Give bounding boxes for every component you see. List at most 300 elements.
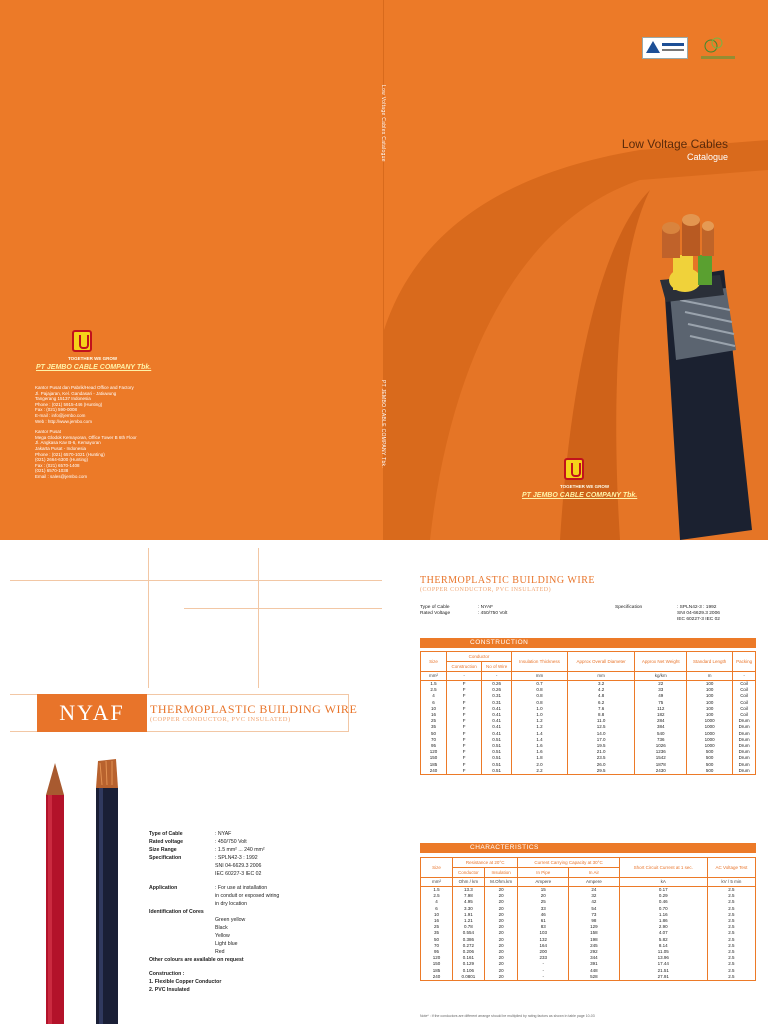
table-cell: 0.51 bbox=[482, 768, 512, 775]
table-cell: 25 bbox=[518, 899, 569, 905]
table-cell: 0.129 bbox=[453, 961, 485, 967]
table-cell: 21.51 bbox=[619, 968, 707, 974]
col-header: Conductor bbox=[453, 868, 485, 878]
spec-key: Size Range bbox=[149, 847, 177, 853]
spec-row bbox=[149, 892, 279, 900]
table-cell: 0.26 bbox=[482, 681, 512, 688]
col-header: Insulation bbox=[484, 868, 518, 878]
table-cell: 1000 bbox=[687, 737, 733, 743]
table-cell: 185 bbox=[421, 968, 453, 974]
cover-subtitle: Catalogue bbox=[686, 152, 728, 162]
table-cell: 20 bbox=[484, 930, 518, 936]
table-cell: 1.5 bbox=[421, 681, 447, 688]
table-cell: 17.44 bbox=[619, 961, 707, 967]
table-cell: Coil bbox=[733, 712, 756, 718]
unit-cell: Ampere bbox=[518, 878, 569, 887]
table-cell: 13.3 bbox=[453, 887, 485, 894]
table-cell: 0.386 bbox=[453, 937, 485, 943]
address-line: Mega Glodok Kemayoran, Office Tower B 6th Floor bbox=[35, 434, 137, 440]
table-cell: 1.16 bbox=[619, 912, 707, 918]
table-cell: 233 bbox=[518, 955, 569, 961]
table-cell: 2.5 bbox=[421, 687, 447, 693]
table-cell: 50 bbox=[421, 731, 447, 737]
table-cell: 1.2 bbox=[512, 718, 568, 724]
table-cell: 4.8 bbox=[567, 693, 634, 699]
table-cell: 0.51 bbox=[482, 737, 512, 743]
table-cell: 0.272 bbox=[453, 943, 485, 949]
construction-table-body bbox=[421, 672, 756, 775]
table-cell: 23.5 bbox=[567, 755, 634, 761]
table-cell: F bbox=[447, 762, 482, 768]
table-cell: 4.2 bbox=[567, 687, 634, 693]
col-header: Current Carrying Capacity at 30°C bbox=[518, 858, 619, 868]
table-cell: 1.6 bbox=[512, 749, 568, 755]
table-cell: 2.5 bbox=[421, 893, 453, 899]
spine-company: PT JEMBO CABLE COMPANY Tbk. bbox=[380, 380, 386, 469]
table-cell: 4 bbox=[421, 899, 453, 905]
spec-value: : SPLN42-3 : 1992 bbox=[215, 855, 258, 861]
table-cell: 344 bbox=[569, 955, 620, 961]
table-cell: 10 bbox=[421, 706, 447, 712]
spec-row bbox=[149, 908, 279, 916]
table-cell: 49 bbox=[635, 693, 687, 699]
table-cell: 0.41 bbox=[482, 718, 512, 724]
construction-table bbox=[420, 651, 756, 775]
table-cell: 0.41 bbox=[482, 724, 512, 730]
address-line: E-mail : info@jembo.com bbox=[35, 412, 86, 418]
table-cell: 75 bbox=[635, 700, 687, 706]
table-cell: 0.106 bbox=[453, 968, 485, 974]
unit-cell: Ohm / km bbox=[453, 878, 485, 887]
info-value: : 450/750 Volt bbox=[478, 611, 508, 616]
table-cell: 16 bbox=[421, 712, 447, 718]
table-cell: 158 bbox=[569, 930, 620, 936]
table-cell: F bbox=[447, 731, 482, 737]
table-cell: 2.5 bbox=[707, 887, 755, 894]
col-header: Insulation Thickness bbox=[512, 652, 568, 672]
table-cell: 1236 bbox=[635, 749, 687, 755]
table-cell: 500 bbox=[687, 768, 733, 775]
table-cell: - bbox=[518, 961, 569, 967]
table-cell: 0.29 bbox=[619, 893, 707, 899]
spec-value: : 450/750 Volt bbox=[215, 839, 247, 845]
table-cell: 20 bbox=[484, 974, 518, 981]
table-cell: 3.2 bbox=[567, 681, 634, 688]
table-cell: 100 bbox=[687, 687, 733, 693]
jembo-logo-icon bbox=[564, 458, 584, 480]
info-value: : SPLN42-3 : 1992 bbox=[677, 605, 717, 610]
table-cell: 1.6 bbox=[512, 743, 568, 749]
spec-row bbox=[149, 916, 279, 924]
table-cell: 17.0 bbox=[567, 737, 634, 743]
table-cell: 2.2 bbox=[512, 768, 568, 775]
table-cell: 20 bbox=[484, 899, 518, 905]
table-cell: 6 bbox=[421, 700, 447, 706]
spec-value: Black bbox=[215, 925, 228, 931]
col-header: AC Voltage Test bbox=[707, 858, 755, 878]
table-cell: 33 bbox=[518, 906, 569, 912]
table-cell: 0.78 bbox=[453, 924, 485, 930]
unit-cell: mm bbox=[512, 672, 568, 681]
units-row bbox=[421, 878, 756, 887]
spec-row bbox=[149, 862, 279, 870]
info-row bbox=[615, 617, 720, 623]
table-cell: 20 bbox=[484, 943, 518, 949]
table-cell: F bbox=[447, 743, 482, 749]
table-cell: 500 bbox=[687, 749, 733, 755]
table-cell: 26.0 bbox=[567, 762, 634, 768]
table-cell: F bbox=[447, 718, 482, 724]
table-cell: 21.0 bbox=[567, 749, 634, 755]
table-cell: 19.5 bbox=[567, 743, 634, 749]
col-header: In Pipe bbox=[518, 868, 569, 878]
spec-row bbox=[149, 900, 279, 908]
characteristics-table-body bbox=[421, 878, 756, 981]
table-cell: 2.0 bbox=[512, 762, 568, 768]
info-value: : NYAF bbox=[478, 605, 494, 610]
table-row bbox=[421, 768, 756, 775]
table-cell: 182 bbox=[635, 712, 687, 718]
table-cell: 736 bbox=[635, 737, 687, 743]
table-cell: 33 bbox=[635, 687, 687, 693]
product-page-right bbox=[384, 548, 768, 1024]
table-cell: 500 bbox=[687, 755, 733, 761]
table-cell: F bbox=[447, 737, 482, 743]
table-cell: 200 bbox=[518, 949, 569, 955]
construction-section-header: CONSTRUCTION bbox=[420, 638, 756, 648]
table-cell: 0.31 bbox=[482, 693, 512, 699]
table-cell: 20 bbox=[518, 893, 569, 899]
table-cell: 2.5 bbox=[707, 912, 755, 918]
table-cell: 103 bbox=[518, 930, 569, 936]
address-line: Phone : (021) 5915-446 (Hunting) bbox=[35, 401, 103, 407]
spec-row bbox=[149, 940, 279, 948]
table-cell: 0.17 bbox=[619, 887, 707, 894]
info-key: Type of Cable bbox=[420, 605, 450, 610]
table-cell: - bbox=[518, 968, 569, 974]
address-line: (021) 6570-1038 bbox=[35, 468, 69, 474]
table-cell: 1.86 bbox=[619, 918, 707, 924]
back-company-name: PT JEMBO CABLE COMPANY Tbk. bbox=[36, 364, 152, 371]
table-cell: 35 bbox=[421, 930, 453, 936]
col-header: No of Wire bbox=[482, 662, 512, 672]
spec-row bbox=[149, 854, 279, 862]
spec-value: IEC 60227-3 IEC 02 bbox=[215, 871, 262, 877]
table-cell: 8.14 bbox=[619, 943, 707, 949]
spec-key bbox=[149, 862, 215, 870]
table-page-subtitle: (COPPER CONDUCTOR, PVC INSULATED) bbox=[420, 587, 552, 593]
table-cell: 2.5 bbox=[707, 899, 755, 905]
wire-photo bbox=[32, 753, 142, 1024]
table-cell: Drum bbox=[733, 749, 756, 755]
table-cell: 120 bbox=[421, 955, 453, 961]
table-cell: Coil bbox=[733, 700, 756, 706]
info-key bbox=[615, 617, 677, 623]
table-cell: 391 bbox=[569, 961, 620, 967]
unit-cell: mm² bbox=[421, 878, 453, 887]
table-cell: 7.98 bbox=[453, 893, 485, 899]
table-footnote: Note* : If the conductors are different arrange should be multiplied by rating factors as shown in table page 10-03 bbox=[420, 1014, 595, 1018]
decor-line bbox=[148, 548, 149, 688]
table-cell: 0.41 bbox=[482, 706, 512, 712]
spec-row bbox=[149, 970, 279, 978]
spec-value: Red bbox=[215, 949, 225, 955]
col-header: In Air bbox=[569, 868, 620, 878]
specification-info bbox=[615, 605, 720, 623]
table-cell: 0.51 bbox=[482, 762, 512, 768]
address-line: Jakarta Pusat - Indonesia bbox=[35, 445, 87, 451]
table-cell: 73 bbox=[569, 912, 620, 918]
table-cell: Coil bbox=[733, 706, 756, 712]
table-cell: 1.5 bbox=[421, 887, 453, 894]
table-cell: 98 bbox=[569, 918, 620, 924]
table-cell: 240 bbox=[421, 974, 453, 981]
address-line: Jl. Angkasa Kav B-6, Kemayoran bbox=[35, 440, 101, 446]
table-cell: 1.0 bbox=[512, 712, 568, 718]
table-cell: 22 bbox=[635, 681, 687, 688]
table-cell: 20 bbox=[484, 955, 518, 961]
table-cell: 29.5 bbox=[567, 768, 634, 775]
spec-value: SNI 04-6629.3 2006 bbox=[215, 863, 262, 869]
table-cell: 20 bbox=[484, 949, 518, 955]
table-cell: 2.5 bbox=[707, 930, 755, 936]
table-page-title: THERMOPLASTIC BUILDING WIRE bbox=[420, 575, 595, 586]
unit-cell: m bbox=[687, 672, 733, 681]
table-cell: F bbox=[447, 706, 482, 712]
table-cell: 2.5 bbox=[707, 974, 755, 981]
table-cell: 20 bbox=[484, 937, 518, 943]
table-cell: 150 bbox=[421, 961, 453, 967]
address-line: Kantor Pusat dan Pabrik/Head Office and Factory bbox=[35, 385, 134, 390]
col-header: Size bbox=[421, 858, 453, 878]
back-tagline: TOGETHER WE GROW bbox=[68, 356, 118, 361]
table-cell: 1000 bbox=[687, 731, 733, 737]
spec-row bbox=[149, 932, 279, 940]
certification-mark bbox=[642, 37, 688, 59]
table-cell: 25 bbox=[421, 924, 453, 930]
table-cell: 2.5 bbox=[707, 906, 755, 912]
unit-cell: - bbox=[482, 672, 512, 681]
table-cell: 5.82 bbox=[619, 937, 707, 943]
table-cell: F bbox=[447, 768, 482, 775]
table-cell: 20 bbox=[484, 912, 518, 918]
spec-value: in dry location bbox=[215, 901, 248, 907]
table-cell: 2.5 bbox=[707, 918, 755, 924]
table-cell: 100 bbox=[687, 712, 733, 718]
product-specs bbox=[149, 830, 279, 994]
table-cell: 112 bbox=[635, 706, 687, 712]
table-cell: 7.6 bbox=[567, 706, 634, 712]
table-cell: Drum bbox=[733, 768, 756, 775]
table-cell: 11.05 bbox=[619, 949, 707, 955]
table-cell: 61 bbox=[518, 918, 569, 924]
table-cell: F bbox=[447, 681, 482, 688]
spec-key: 2. PVC Insulated bbox=[149, 987, 190, 993]
cover-company-name: PT JEMBO CABLE COMPANY Tbk. bbox=[522, 492, 638, 499]
table-cell: 0.51 bbox=[482, 749, 512, 755]
spec-key: Construction : bbox=[149, 971, 185, 977]
table-cell: 0.31 bbox=[482, 700, 512, 706]
table-cell: 3.30 bbox=[453, 906, 485, 912]
table-cell: 50 bbox=[421, 937, 453, 943]
unit-cell: kV / 5 min bbox=[707, 878, 755, 887]
table-cell: Drum bbox=[733, 731, 756, 737]
info-key: Rated Voltage bbox=[420, 611, 451, 616]
cover-tagline: TOGETHER WE GROW bbox=[560, 484, 610, 489]
table-cell: 4 bbox=[421, 693, 447, 699]
table-cell: 27.91 bbox=[619, 974, 707, 981]
table-cell: 1000 bbox=[687, 743, 733, 749]
table-row bbox=[421, 681, 756, 688]
address-line: Phone : (021) 6570-1021 (Hunting) bbox=[35, 451, 105, 457]
table-cell: 2430 bbox=[635, 768, 687, 775]
table-cell: 95 bbox=[421, 743, 447, 749]
col-header: Packing bbox=[733, 652, 756, 672]
table-cell: 129 bbox=[569, 924, 620, 930]
table-cell: 2.5 bbox=[707, 924, 755, 930]
spec-value: Green yellow bbox=[215, 917, 246, 923]
table-cell: 0.8 bbox=[512, 700, 568, 706]
table-cell: 2.5 bbox=[707, 955, 755, 961]
table-cell: 240 bbox=[421, 768, 447, 775]
spec-row bbox=[149, 986, 279, 994]
table-cell: Coil bbox=[733, 681, 756, 688]
spec-key bbox=[149, 932, 215, 940]
decor-line bbox=[184, 608, 382, 609]
spec-row bbox=[149, 948, 279, 956]
spec-key: 1. Flexible Copper Conductor bbox=[149, 979, 222, 985]
table-cell: 0.51 bbox=[482, 755, 512, 761]
spec-row bbox=[149, 830, 279, 838]
spec-key: Type of Cable bbox=[149, 831, 183, 837]
table-row bbox=[421, 887, 756, 894]
spec-row bbox=[149, 924, 279, 932]
product-page-left bbox=[10, 548, 382, 1024]
table-cell: 0.41 bbox=[482, 731, 512, 737]
table-cell: 2.5 bbox=[707, 949, 755, 955]
table-cell: 528 bbox=[569, 974, 620, 981]
spec-row bbox=[149, 838, 279, 846]
table-cell: Drum bbox=[733, 762, 756, 768]
table-cell: 2.5 bbox=[707, 968, 755, 974]
spec-key: Identification of Cores bbox=[149, 909, 204, 915]
table-cell: 20 bbox=[484, 924, 518, 930]
spec-key bbox=[149, 940, 215, 948]
table-cell: 20 bbox=[484, 887, 518, 894]
unit-cell: kA bbox=[619, 878, 707, 887]
table-cell: 32 bbox=[569, 893, 620, 899]
info-value: SNI 04-6629.3 2006 bbox=[677, 611, 720, 616]
spec-key bbox=[149, 892, 215, 900]
table-cell: 500 bbox=[687, 762, 733, 768]
table-cell: 1.4 bbox=[512, 731, 568, 737]
table-cell: 245 bbox=[569, 943, 620, 949]
characteristics-table bbox=[420, 857, 756, 981]
table-cell: 6 bbox=[421, 906, 453, 912]
cover-title: Low Voltage Cables bbox=[621, 137, 728, 151]
table-cell: F bbox=[447, 712, 482, 718]
table-cell: 0.46 bbox=[619, 899, 707, 905]
col-header: Approx Overall Diameter bbox=[567, 652, 634, 672]
address-line: Email : sales@jembo.com bbox=[35, 473, 88, 479]
table-cell: 70 bbox=[421, 943, 453, 949]
spec-key: Other colours are available on request bbox=[149, 957, 244, 963]
table-cell: 0.161 bbox=[453, 955, 485, 961]
unit-cell: Ampere bbox=[569, 878, 620, 887]
table-cell: F bbox=[447, 755, 482, 761]
spec-key: Application bbox=[149, 885, 178, 891]
spec-key bbox=[149, 900, 215, 908]
table-cell: 2.5 bbox=[707, 893, 755, 899]
table-cell: 185 bbox=[421, 762, 447, 768]
address-line: Tangerang 15137 Indonesia bbox=[35, 396, 91, 402]
table-cell: 1542 bbox=[635, 755, 687, 761]
unit-cell: - bbox=[447, 672, 482, 681]
table-cell: 0.51 bbox=[482, 743, 512, 749]
table-cell: 1.0 bbox=[512, 706, 568, 712]
spec-key bbox=[149, 924, 215, 932]
table-cell: 1000 bbox=[687, 718, 733, 724]
table-cell: 42 bbox=[569, 899, 620, 905]
table-cell: - bbox=[518, 974, 569, 981]
table-cell: 164 bbox=[518, 943, 569, 949]
col-header: Construction bbox=[447, 662, 482, 672]
characteristics-section-header: CHARACTERISTICS bbox=[420, 843, 756, 853]
table-cell: F bbox=[447, 693, 482, 699]
table-cell: 54 bbox=[569, 906, 620, 912]
decor-line bbox=[10, 694, 37, 732]
table-cell: 1.2 bbox=[512, 724, 568, 730]
table-cell: 1.91 bbox=[453, 912, 485, 918]
table-cell: F bbox=[447, 749, 482, 755]
unit-cell: mm² bbox=[421, 672, 447, 681]
table-cell: 11.0 bbox=[567, 718, 634, 724]
table-cell: Drum bbox=[733, 724, 756, 730]
table-cell: 1.21 bbox=[453, 918, 485, 924]
unit-cell: mm bbox=[567, 672, 634, 681]
col-header: Short Circuit Current at 1 sec. bbox=[619, 858, 707, 878]
address-line: Fax : (021) 6570-1408 bbox=[35, 462, 80, 468]
spec-row bbox=[149, 846, 279, 854]
table-cell: 20 bbox=[484, 906, 518, 912]
col-header: Size bbox=[421, 652, 447, 672]
jembo-logo-icon-back bbox=[72, 330, 92, 352]
col-header: Standard Length bbox=[687, 652, 733, 672]
table-cell: 25 bbox=[421, 718, 447, 724]
spine-title: Low Voltage Cables Catalogue bbox=[380, 85, 386, 162]
table-cell: Coil bbox=[733, 687, 756, 693]
table-cell: 95 bbox=[421, 949, 453, 955]
table-cell: 20 bbox=[484, 918, 518, 924]
table-cell: 1878 bbox=[635, 762, 687, 768]
table-cell: 83 bbox=[518, 924, 569, 930]
col-header: Approx Net Weight bbox=[635, 652, 687, 672]
table-cell: 284 bbox=[635, 718, 687, 724]
table-cell: 2.90 bbox=[619, 924, 707, 930]
table-cell: Drum bbox=[733, 755, 756, 761]
table-cell: 0.554 bbox=[453, 930, 485, 936]
table-cell: 24 bbox=[569, 887, 620, 894]
spec-row bbox=[149, 870, 279, 878]
spec-key bbox=[149, 870, 215, 878]
table-cell: Drum bbox=[733, 718, 756, 724]
table-cell: Drum bbox=[733, 743, 756, 749]
table-cell: 132 bbox=[518, 937, 569, 943]
table-cell: 198 bbox=[569, 937, 620, 943]
col-header: Conductor bbox=[447, 652, 512, 662]
table-cell: 0.41 bbox=[482, 712, 512, 718]
table-cell: 12.5 bbox=[567, 724, 634, 730]
